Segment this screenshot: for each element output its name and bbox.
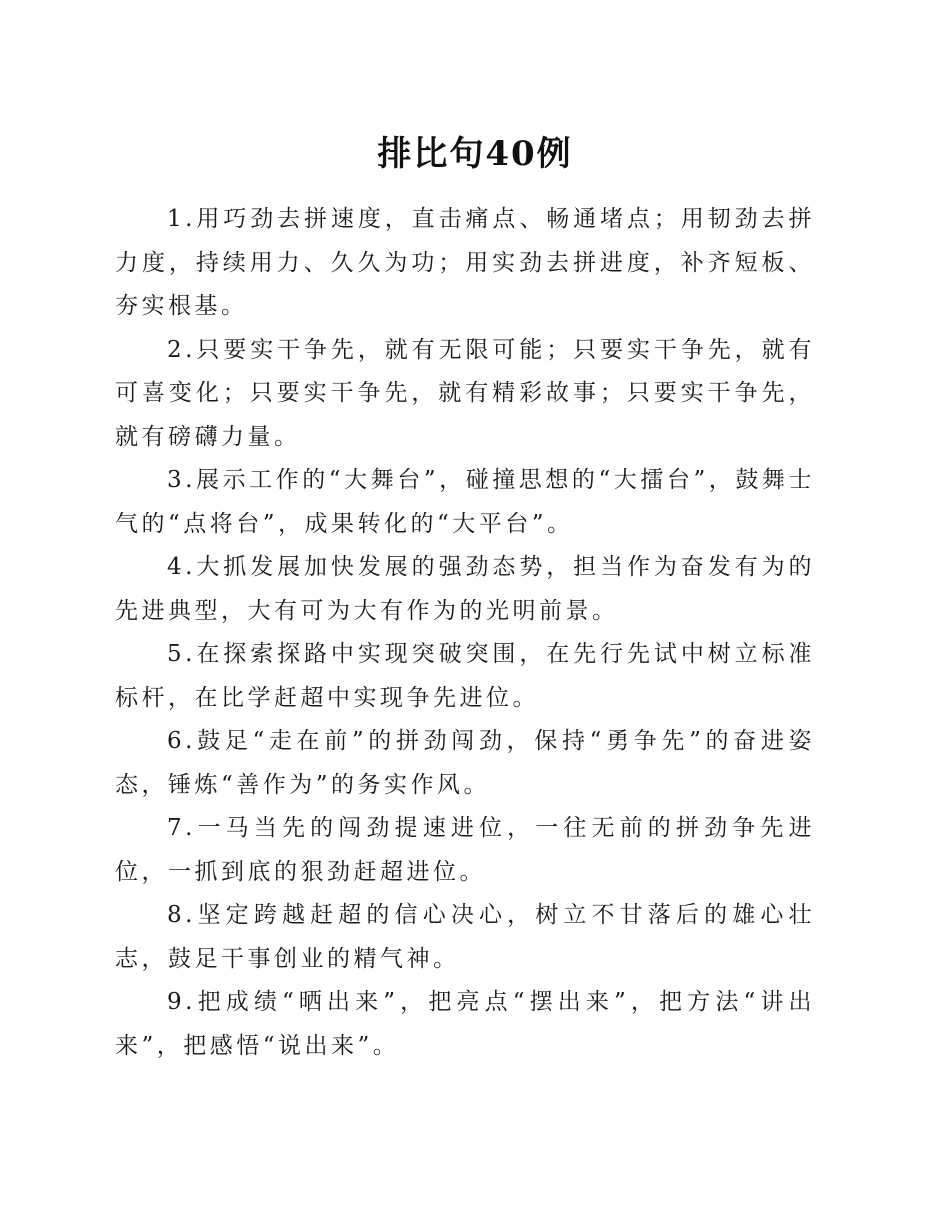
paragraph-7: 7.一马当先的闯劲提速进位，一往无前的拼劲争先进位，一抓到底的狠劲赶超进位。 [115, 815, 815, 885]
paragraph-3: 3.展示工作的“大舞台”，碰撞思想的“大擂台”，鼓舞士气的“点将台”，成果转化的“大平台”。 [115, 467, 815, 537]
paragraph-5: 5.在探索探路中实现突破突围，在先行先试中树立标准标杆，在比学赶超中实现争先进位。 [115, 641, 815, 711]
paragraph-8: 8.坚定跨越赶超的信心决心，树立不甘落后的雄心壮志，鼓足干事创业的精气神。 [115, 902, 815, 972]
paragraph-9: 9.把成绩“晒出来”，把亮点“摆出来”，把方法“讲出来”，把感悟“说出来”。 [115, 989, 815, 1059]
paragraph-6: 6.鼓足“走在前”的拼劲闯劲，保持“勇争先”的奋进姿态，锤炼“善作为”的务实作风。 [115, 728, 815, 798]
paragraph-1: 1.用巧劲去拼速度，直击痛点、畅通堵点；用韧劲去拼力度，持续用力、久久为功；用实劲去拼进度，补齐短板、夯实根基。 [115, 206, 815, 319]
page-title: 排比句40例 [377, 134, 573, 174]
paragraph-4: 4.大抓发展加快发展的强劲态势，担当作为奋发有为的先进典型，大有可为大有作为的光明前景。 [115, 554, 815, 624]
document-body [115, 198, 815, 1068]
paragraph-2: 2.只要实干争先，就有无限可能；只要实干争先，就有可喜变化；只要实干争先，就有精彩故事；只要实干争先，就有磅礴力量。 [115, 336, 815, 450]
